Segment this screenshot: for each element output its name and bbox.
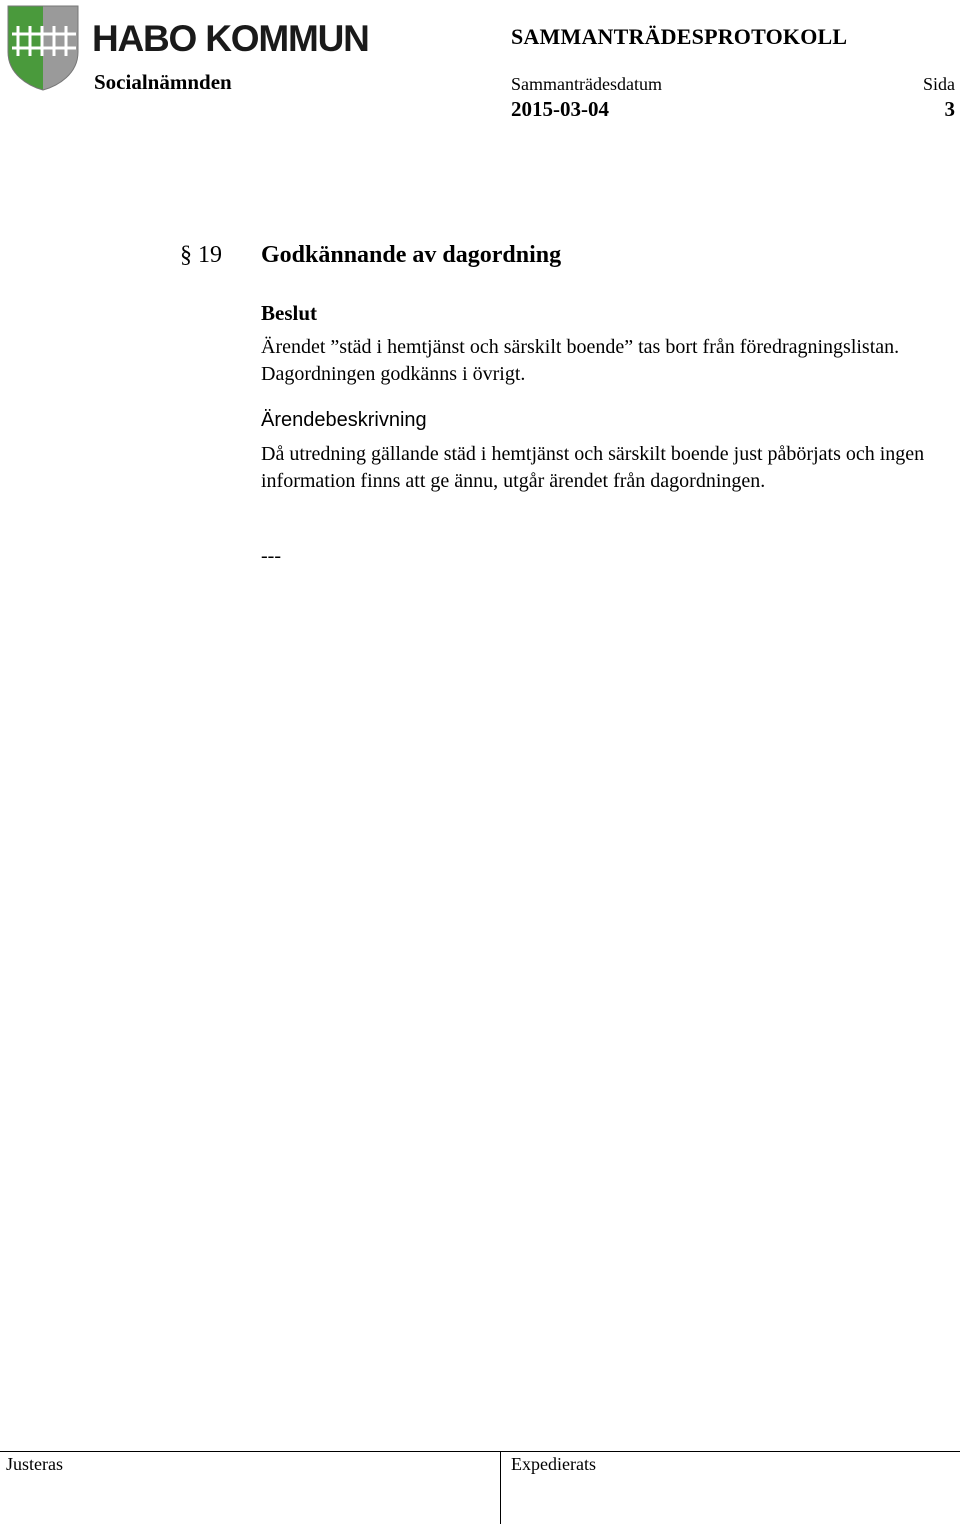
description-heading: Ärendebeskrivning [261, 409, 427, 431]
organization-name: Socialnämnden [94, 70, 232, 94]
footer-justeras-label: Justeras [6, 1454, 63, 1474]
meeting-date: 2015-03-04 [511, 97, 609, 121]
page-number: 3 [944, 97, 955, 121]
document-type: SAMMANTRÄDESPROTOKOLL [511, 24, 848, 49]
decision-heading: Beslut [261, 301, 318, 325]
footer-expedierats-label: Expedierats [511, 1454, 596, 1474]
page-label: Sida [922, 74, 955, 94]
brand-name: HABO KOMMUN [92, 18, 369, 59]
habo-kommun-coat-of-arms-icon [6, 4, 80, 92]
footer-column-divider [500, 1451, 501, 1524]
decision-text: Ärendet ”städ i hemtjänst och särskilt boende” tas bort från föredragningslistan. Dagordningen godkänns i övrigt. [261, 336, 900, 385]
description-text: Då utredning gällande städ i hemtjänst och särskilt boende just påbörjats och ingen information finns att ge ännu, utgår ärendet från dagordningen. [261, 443, 925, 492]
meeting-date-label: Sammanträdesdatum [511, 74, 662, 94]
end-marker: --- [261, 545, 281, 567]
paragraph-title: Godkännande av dagordning [261, 242, 562, 268]
footer-divider [0, 1451, 960, 1452]
paragraph-number: § 19 [180, 242, 222, 268]
